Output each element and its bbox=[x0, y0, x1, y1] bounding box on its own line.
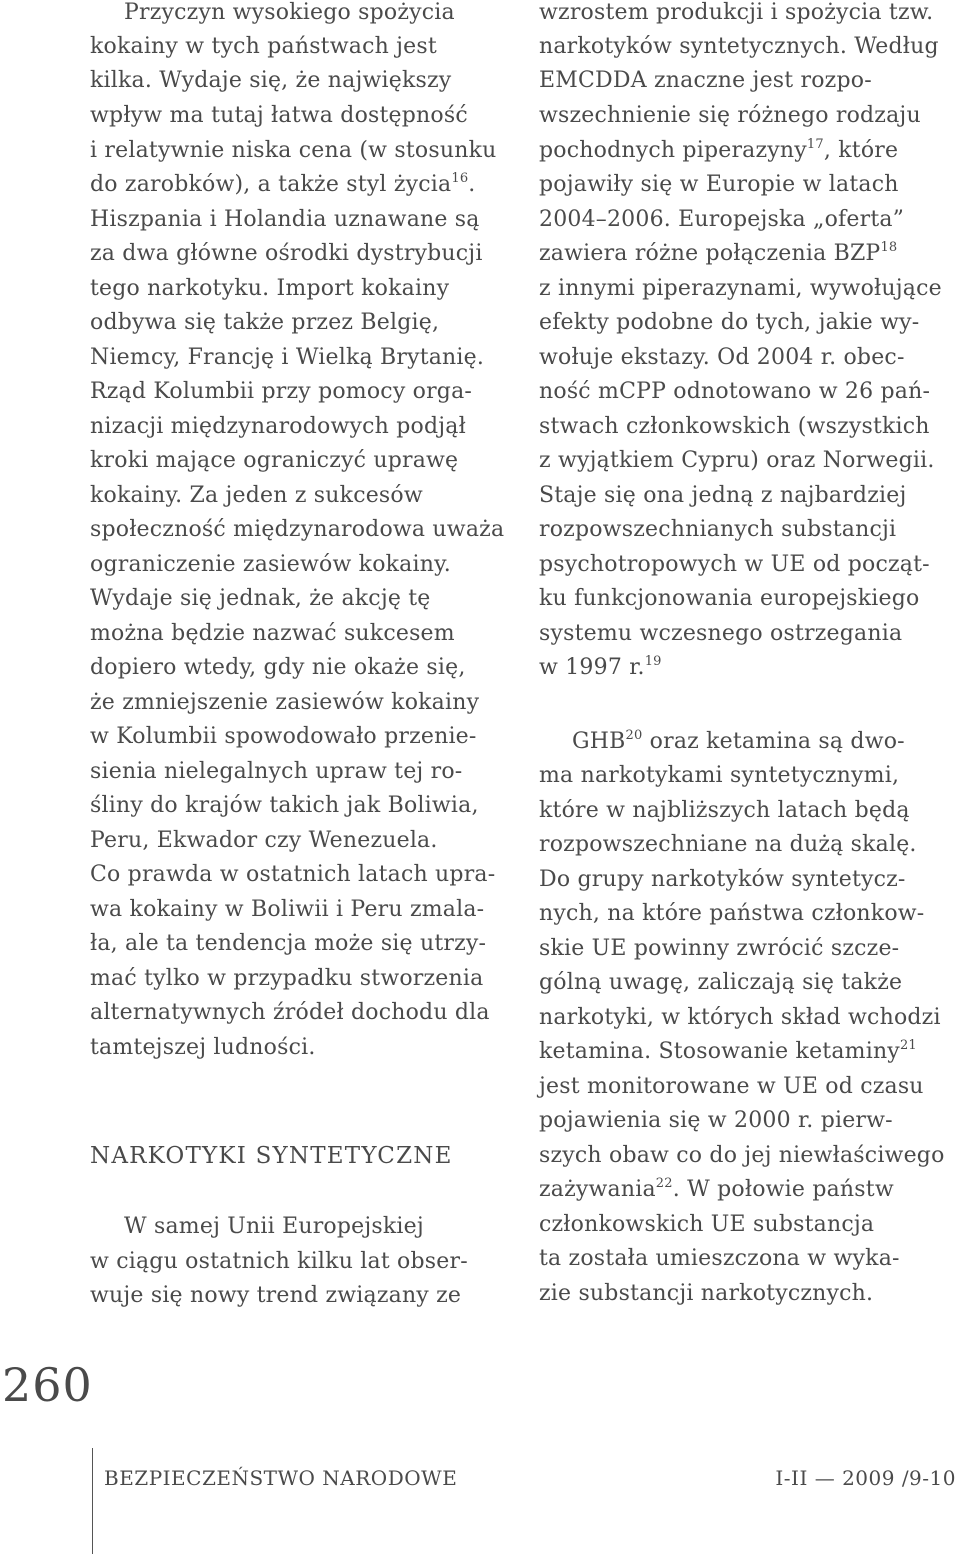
text-line: można będzie nazwać sukcesem bbox=[90, 621, 455, 646]
text-line: kilka. Wydaje się, że największy bbox=[90, 68, 452, 93]
text-line: szych obaw co do jej niewłaściwego bbox=[539, 1143, 945, 1168]
text-line: tego narkotyku. Import kokainy bbox=[90, 276, 450, 301]
text-line: za dwa główne ośrodki dystrybucji bbox=[90, 241, 483, 266]
text-line: członkowskich UE substancja bbox=[539, 1212, 875, 1237]
text-line: wołuje ekstazy. Od 2004 r. obec- bbox=[539, 345, 905, 370]
text-line: Rząd Kolumbii przy pomocy orga- bbox=[90, 379, 473, 404]
text-line: skie UE powinny zwrócić szcze- bbox=[539, 936, 900, 961]
text-line: kokainy w tych państwach jest bbox=[90, 34, 437, 59]
text-line: narkotyki, w których skład wchodzi bbox=[539, 1005, 941, 1030]
page-number: 260 bbox=[2, 1358, 93, 1412]
text-line: Do grupy narkotyków syntetycz- bbox=[539, 867, 906, 892]
text-line: ła, ale ta tendencja może się utrzy- bbox=[90, 931, 487, 956]
text-line: odbywa się także przez Belgię, bbox=[90, 310, 440, 335]
text-line: Co prawda w ostatnich latach upra- bbox=[90, 862, 496, 887]
text-line: narkotyków syntetycznych. Według bbox=[539, 34, 939, 59]
text-line: nizacji międzynarodowych podjął bbox=[90, 414, 466, 439]
footnote-ref: 16 bbox=[451, 170, 469, 186]
text-line: Peru, Ekwador czy Wenezuela. bbox=[90, 828, 438, 853]
text-line: ograniczenie zasiewów kokainy. bbox=[90, 552, 451, 577]
text-line: pojawienia się w 2000 r. pierw- bbox=[539, 1108, 893, 1133]
journal-title: BEZPIECZEŃSTWO NARODOWE bbox=[104, 1466, 458, 1490]
text-line: ta została umieszczona w wyka- bbox=[539, 1246, 900, 1271]
text-line: W samej Unii Europejskiej bbox=[124, 1214, 424, 1239]
text-line: EMCDDA znaczne jest rozpo- bbox=[539, 68, 872, 93]
text-line: sienia nielegalnych upraw tej ro- bbox=[90, 759, 463, 784]
text-line: ność mCPP odnotowano w 26 pań- bbox=[539, 379, 931, 404]
text-line: mać tylko w przypadku stworzenia bbox=[90, 966, 484, 991]
text-line: wpływ ma tutaj łatwa dostępność bbox=[90, 103, 468, 128]
text-line: że zmniejszenie zasiewów kokainy bbox=[90, 690, 480, 715]
text-line: zażywania$^{22}$. W połowie państw bbox=[539, 1175, 894, 1202]
text-line: psychotropowych w UE od począt- bbox=[539, 552, 930, 577]
text-line: z wyjątkiem Cypru) oraz Norwegii. bbox=[539, 448, 935, 473]
text-line: ma narkotykami syntetycznymi, bbox=[539, 763, 900, 788]
text-line: rozpowszechniane na dużą skalę. bbox=[539, 832, 917, 857]
footnote-ref: 19 bbox=[644, 653, 662, 669]
text-line: śliny do krajów takich jak Boliwia, bbox=[90, 793, 479, 818]
text-line: GHB$^{20}$ oraz ketamina są dwo- bbox=[572, 727, 905, 754]
text-line: dopiero wtedy, gdy nie okaże się, bbox=[90, 655, 466, 680]
footnote-ref: 22 bbox=[655, 1175, 673, 1191]
footnote-ref: 20 bbox=[625, 727, 643, 743]
text-line: wa kokainy w Boliwii i Peru zmala- bbox=[90, 897, 485, 922]
text-line: jest monitorowane w UE od czasu bbox=[539, 1074, 924, 1099]
text-line: w ciągu ostatnich kilku lat obser- bbox=[90, 1249, 468, 1274]
text-line: Hiszpania i Holandia uznawane są bbox=[90, 207, 480, 232]
text-line: Niemcy, Francję i Wielką Brytanię. bbox=[90, 345, 485, 370]
text-line: Staje się ona jedną z najbardziej bbox=[539, 483, 907, 508]
text-line: do zarobków), a także styl życia$^{16}$. bbox=[90, 170, 476, 197]
text-line: kroki mające ograniczyć uprawę bbox=[90, 448, 459, 473]
text-line: 2004–2006. Europejska „oferta” bbox=[539, 207, 905, 232]
issue-number: I-II — 2009 /9-10 bbox=[775, 1466, 956, 1490]
text-line: zawiera różne połączenia BZP$^{18}$ bbox=[539, 239, 898, 266]
footer-divider bbox=[92, 1448, 93, 1554]
text-line: w Kolumbii spowodowało przenie- bbox=[90, 724, 477, 749]
text-line: gólną uwagę, zaliczają się także bbox=[539, 970, 903, 995]
text-line: w 1997 r.$^{19}$ bbox=[539, 653, 662, 680]
text-line: Przyczyn wysokiego spożycia bbox=[124, 0, 455, 25]
text-line: wszechnienie się różnego rodzaju bbox=[539, 103, 921, 128]
section-heading: NARKOTYKI SYNTETYCZNE bbox=[90, 1143, 453, 1169]
footnote-ref: 18 bbox=[880, 239, 898, 255]
footnote-ref: 17 bbox=[806, 136, 824, 152]
footnote-ref: 21 bbox=[899, 1037, 917, 1053]
text-line: które w najbliższych latach będą bbox=[539, 798, 910, 823]
text-line: tamtejszej ludności. bbox=[90, 1035, 316, 1060]
text-line: kokainy. Za jeden z sukcesów bbox=[90, 483, 423, 508]
text-line: nych, na które państwa członkow- bbox=[539, 901, 925, 926]
text-line: alternatywnych źródeł dochodu dla bbox=[90, 1000, 490, 1025]
text-line: wuje się nowy trend związany ze bbox=[90, 1283, 462, 1308]
text-line: stwach członkowskich (wszystkich bbox=[539, 414, 930, 439]
text-line: ketamina. Stosowanie ketaminy$^{21}$ bbox=[539, 1037, 917, 1064]
text-line: efekty podobne do tych, jakie wy- bbox=[539, 310, 920, 335]
text-line: wzrostem produkcji i spożycia tzw. bbox=[539, 0, 934, 25]
text-line: rozpowszechnianych substancji bbox=[539, 517, 897, 542]
text-line: zie substancji narkotycznych. bbox=[539, 1281, 874, 1306]
text-line: pojawiły się w Europie w latach bbox=[539, 172, 899, 197]
text-line: Wydaje się jednak, że akcję tę bbox=[90, 586, 431, 611]
text-line: społeczność międzynarodowa uważa bbox=[90, 517, 505, 542]
text-line: z innymi piperazynami, wywołujące bbox=[539, 276, 942, 301]
text-line: pochodnych piperazyny$^{17}$, które bbox=[539, 136, 899, 163]
text-line: i relatywnie niska cena (w stosunku bbox=[90, 138, 497, 163]
text-line: ku funkcjonowania europejskiego bbox=[539, 586, 920, 611]
text-line: systemu wczesnego ostrzegania bbox=[539, 621, 903, 646]
